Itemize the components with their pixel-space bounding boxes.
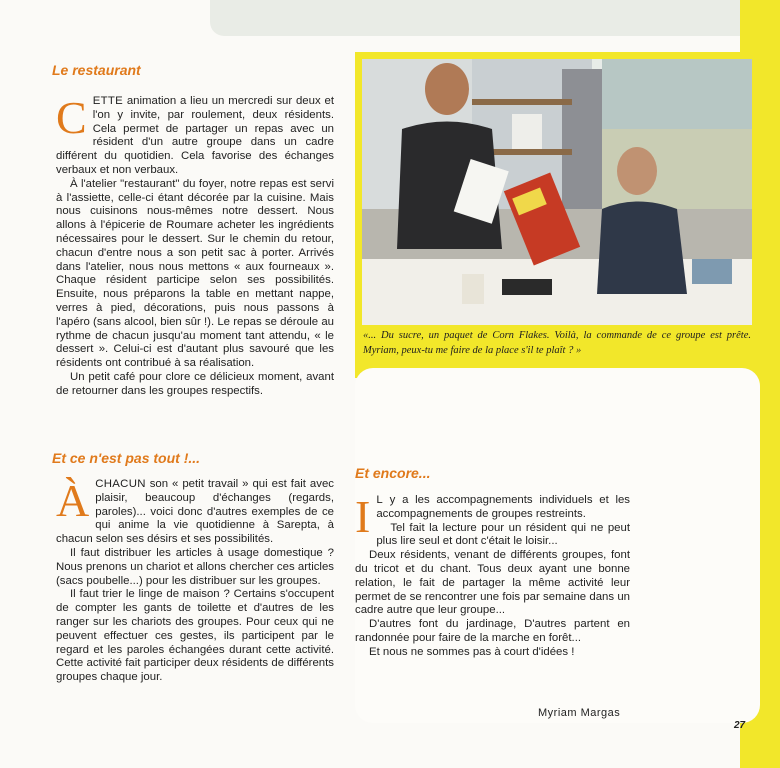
paragraph: Et nous ne sommes pas à court d'idées !: [369, 645, 575, 658]
paragraph: Deux résidents, venant de différents groupes, font du tricot et du chant. Tous deux ayant une bonne relation, le fait de partager la même activité leur permet de se rencontrer une fois par semaine dans un cadre autre que leur groupe...: [355, 549, 630, 617]
yellow-header-band: [210, 0, 780, 50]
photo-caption: «... Du sucre, un paquet de Corn Flakes. Voilà, la commande de ce groupe est prête. Myriam, peux-tu me faire de la place s'il te plaît ? »: [363, 330, 751, 356]
section-title-encore: Et encore...: [355, 465, 431, 481]
page-number: 27: [734, 720, 746, 731]
section-title-pas-tout: Et ce n'est pas tout !...: [52, 450, 201, 466]
section-body-pas-tout: [56, 475, 334, 685]
paragraph-text: y a les accompagnements individuels et les accompagnements de groupes restreints.: [376, 494, 630, 520]
paragraph: D'autres font du jardinage, D'autres partent en randonnée pour faire de la marche en forêt...: [355, 618, 630, 644]
section-body-restaurant: [56, 92, 334, 399]
paragraph: Il faut distribuer les articles à usage domestique ? Nous prenons un chariot et allons chercher ces articles (sacs poubelle...) pour les distribuer sur les groupes.: [56, 546, 334, 587]
photo-kitchen-scene: [362, 59, 752, 325]
paragraph-text: animation a lieu un mercredi sur deux et l'on y invite, par roulement, deux résidents. Cela permet de partager un repas avec un résident d'un autre groupe dans un cadre différent du quotidien. Cela favorise des échanges verbaux et non verbaux.: [56, 95, 334, 176]
photo-illustration: [362, 59, 752, 325]
paragraph: À l'atelier "restaurant" du foyer, notre repas est servi à l'assiette, celle-ci étant décorée par la cuisine. Mais nous cuisinons nous-mêmes notre dessert. Nous allons à l'épicerie de Roumare acheter les ingrédients nécessaires pour le dessert. Sur le chemin du retour, chacun d'entre nous a son petit sac à porter. Arrivés dans l'atelier, nous nous mettons « aux fourneaux ». Chaque résident participe selon ses possibilités. Ensuite, nous préparons la table en mettant nappe, verres à pied, décorations, puis nous passons à l'apéro (sans alcool, bien sûr !). Le repas se déroule au rythme de chacun jusqu'au moment tant attendu, « le dessert ». Celui-ci est d'autant plus savouré que les résidents ont contribué à sa réalisation.: [56, 177, 334, 370]
dropcap: À: [56, 475, 90, 526]
paragraph: Il faut trier le linge de maison ? Certains s'occupent de compter les gants de toilette et d'autres de les ranger sur les chariots des groupes. Pour ceux qui ne peuvent effectuer ces gestes, ils participent par le regard et les paroles échangées durant cette activité. Cette activité fait participer deux résidents de différents groupes chaque jour.: [56, 588, 334, 684]
lead-word: ETTE: [92, 95, 123, 107]
author-signature: Myriam Margas: [538, 707, 621, 719]
paragraph: Tel fait la lecture pour un résident qui ne peut plus lire seul et dont c'était le loisir...: [376, 521, 630, 548]
paragraph: [56, 475, 334, 547]
lead-word: L: [376, 494, 383, 506]
lead-word: CHACUN: [95, 478, 146, 490]
dropcap: I: [355, 491, 371, 542]
paragraph-text: son « petit travail » qui est fait avec plaisir, beaucoup d'échanges (regards, paroles)... voici donc d'autres exemples de ce qui anime la vie quotidienne à Sarepta, à chacun selon ses désirs et ses possibilités.: [56, 478, 334, 546]
section-body-encore: [355, 491, 630, 660]
section-title-restaurant: Le restaurant: [52, 62, 141, 78]
paragraph: Un petit café pour clore ce délicieux moment, avant de retourner dans les groupes respectifs.: [56, 370, 334, 397]
dropcap: C: [56, 92, 87, 143]
paragraph: [56, 92, 334, 178]
